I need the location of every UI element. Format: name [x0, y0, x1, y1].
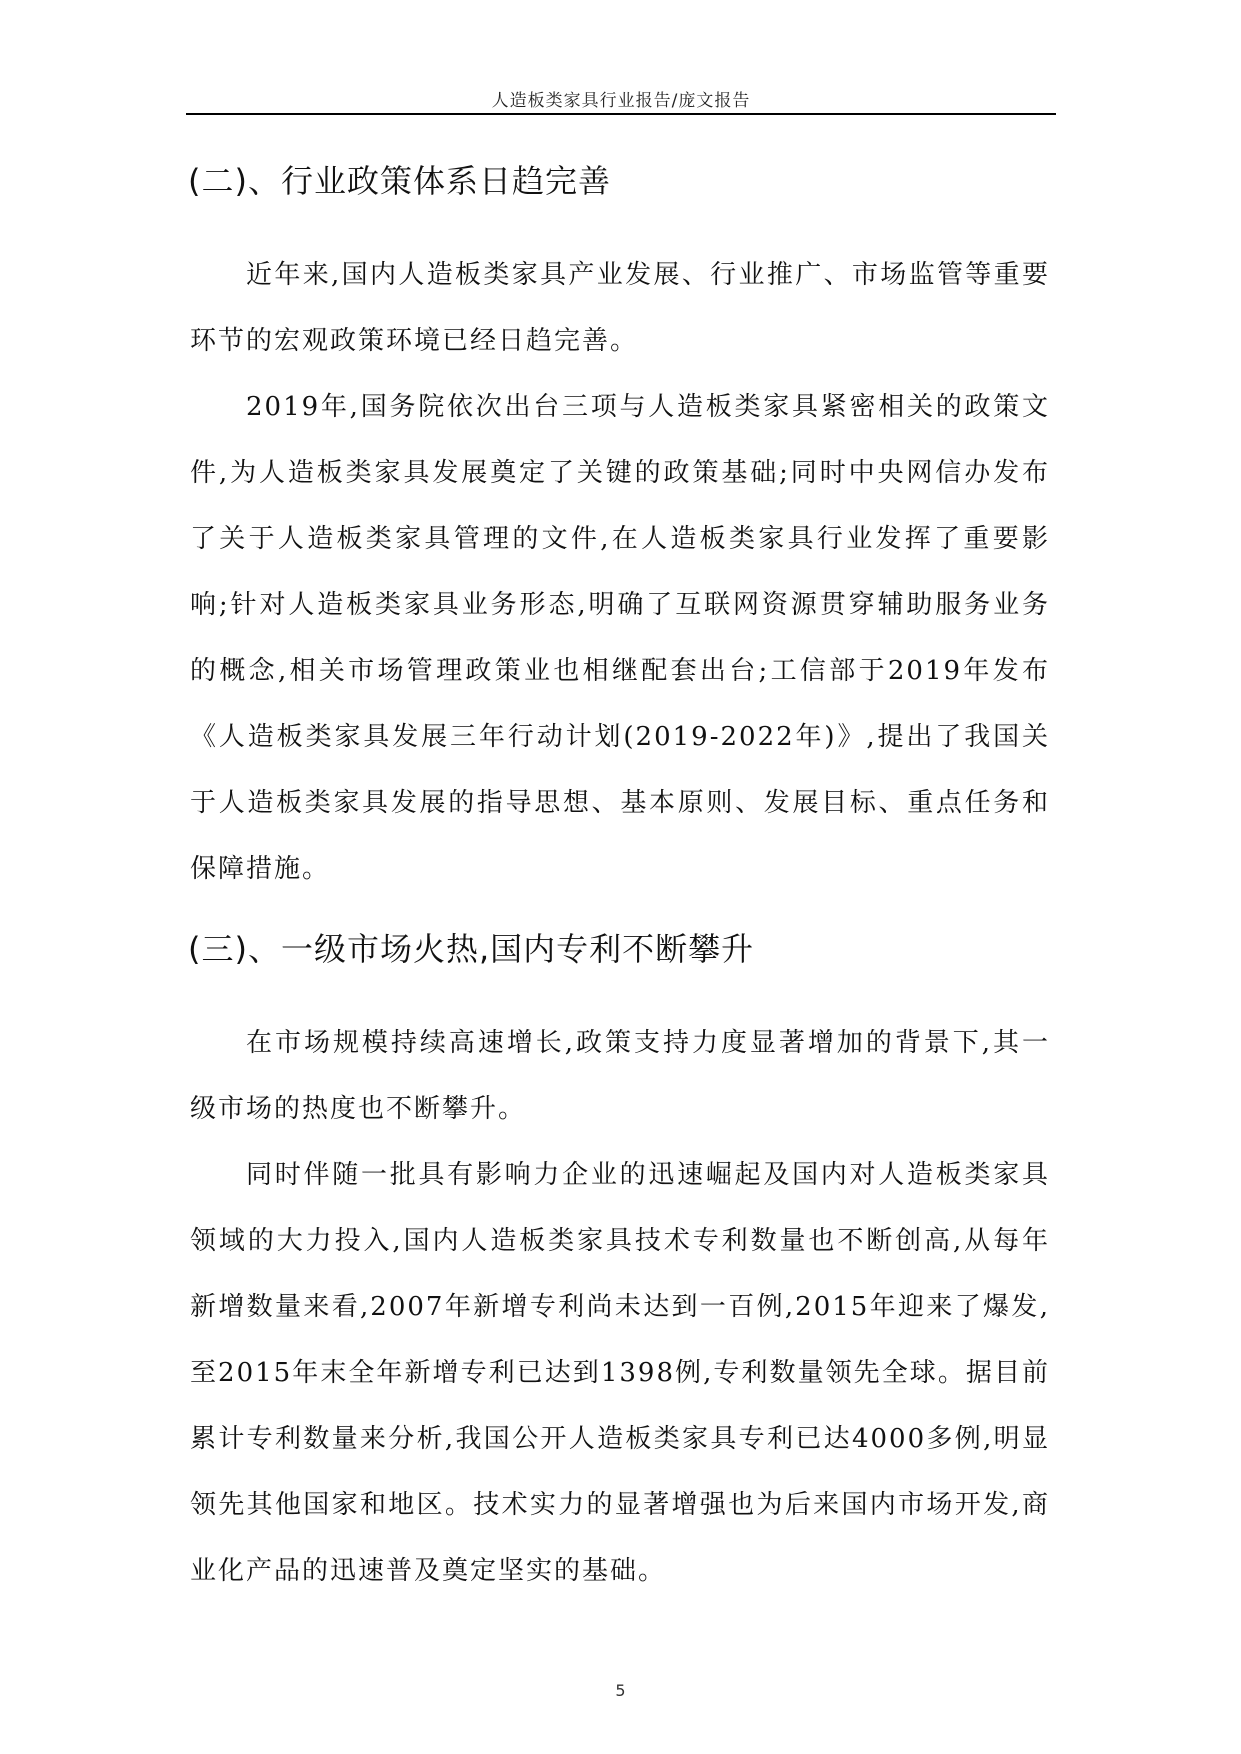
page-number: 5 — [615, 1681, 626, 1700]
header-divider — [186, 113, 1056, 115]
section-heading: (三)、一级市场火热,国内专利不断攀升 — [188, 930, 755, 968]
paragraph: 同时伴随一批具有影响力企业的迅速崛起及国内对人造板类家具领域的大力投入,国内人造板类家具技术专利数量也不断创高,从每年新增数量来看,2007年新增专利尚未达到一百例,2015年迎来了爆发,至2015年末全年新增专利已达到1398例,专利数量领先全球。据目前累计专利数量来分析,我国公开人造板类家具专利已达4000多例,明显领先其他国家和地区。技术实力的显著增强也为后来国内市场开发,商业化产品的迅速普及奠定坚实的基础。 — [190, 1160, 1050, 1586]
paragraph: 2019年,国务院依次出台三项与人造板类家具紧密相关的政策文件,为人造板类家具发展奠定了关键的政策基础;同时中央网信办发布了关于人造板类家具管理的文件,在人造板类家具行业发挥了重要影响;针对人造板类家具业务形态,明确了互联网资源贯穿辅助服务业务的概念,相关市场管理政策业也相继配套出台;工信部于2019年发布《人造板类家具发展三年行动计划(2019-2022年)》,提出了我国关于人造板类家具发展的指导思想、基本原则、发展目标、重点任务和保障措施。 — [190, 392, 1050, 884]
paragraph: 近年来,国内人造板类家具产业发展、行业推广、市场监管等重要环节的宏观政策环境已经日趋完善。 — [190, 260, 1050, 356]
section-heading: (二)、行业政策体系日趋完善 — [188, 162, 611, 200]
header-title: 人造板类家具行业报告/庞文报告 — [491, 91, 751, 111]
paragraph: 在市场规模持续高速增长,政策支持力度显著增加的背景下,其一级市场的热度也不断攀升。 — [190, 1028, 1050, 1124]
